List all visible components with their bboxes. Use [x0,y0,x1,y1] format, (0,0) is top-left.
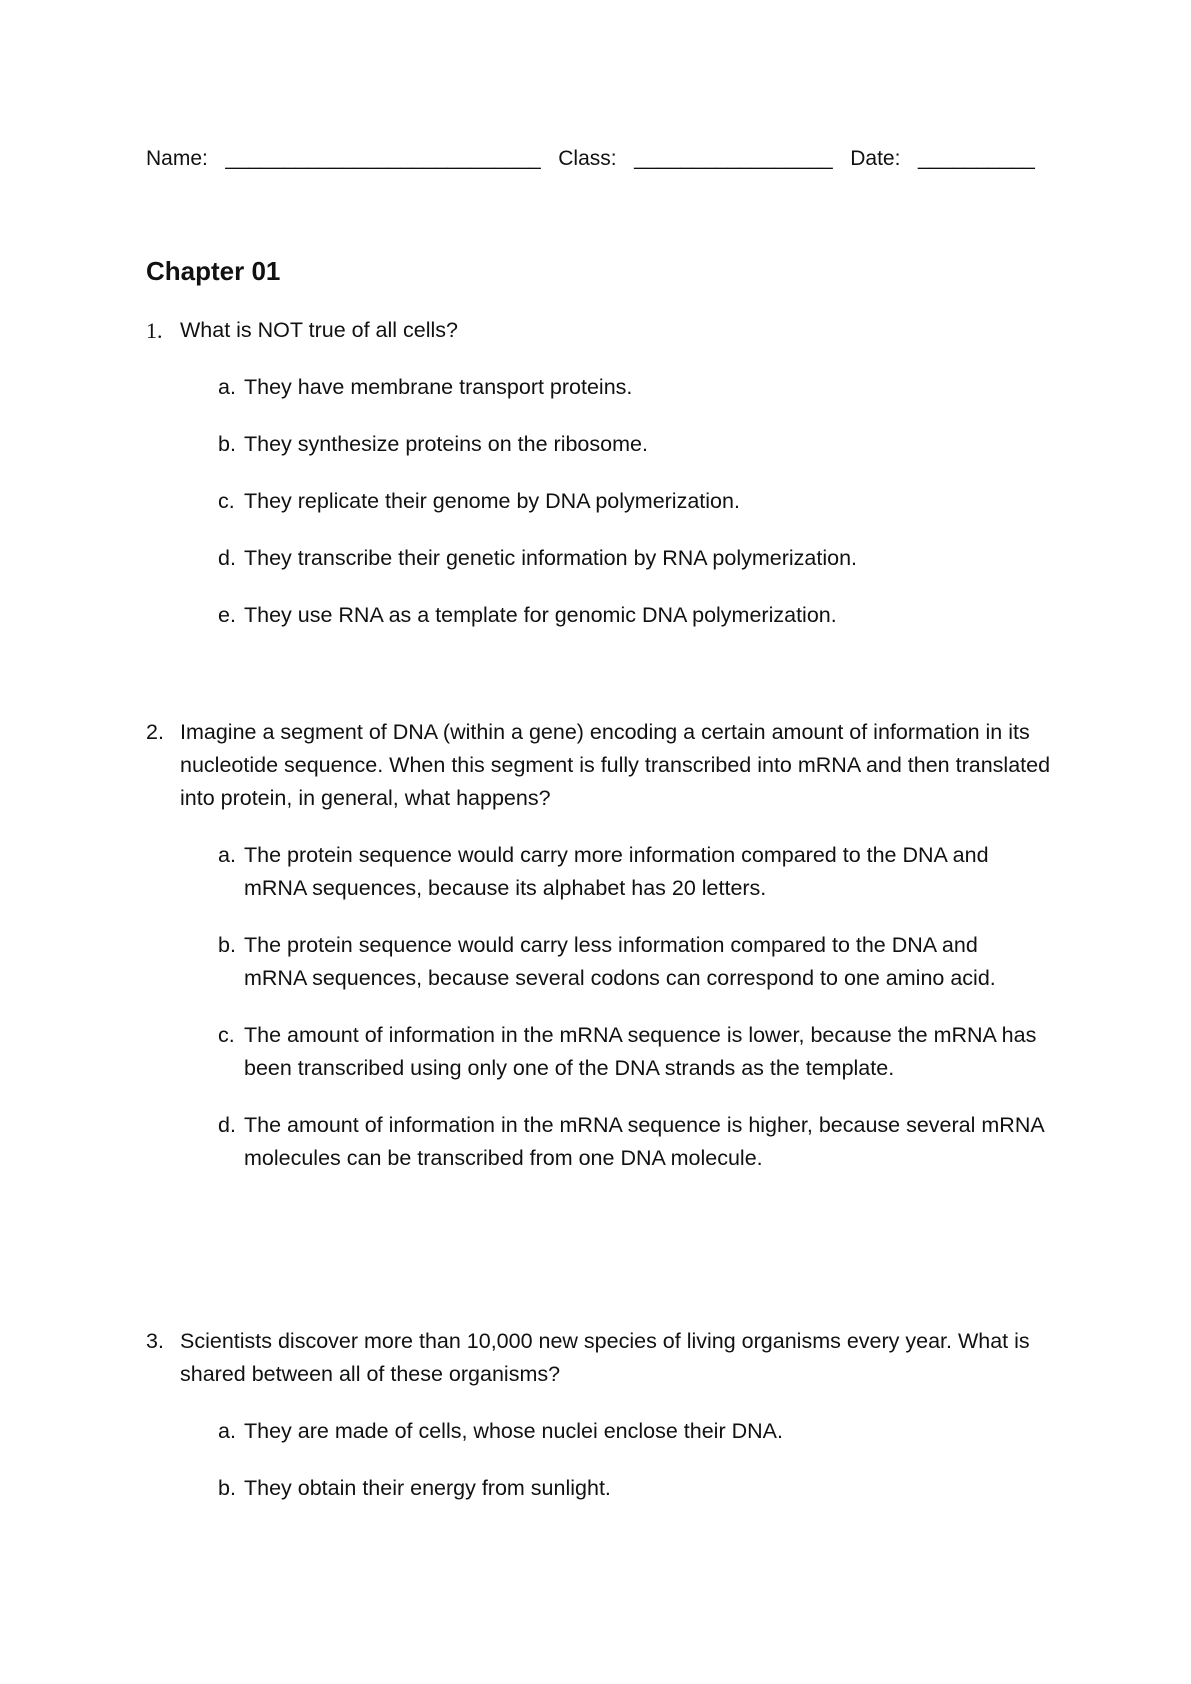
option-text: The protein sequence would carry less information compared to the DNA and mRNA sequences, because several codons can correspond to one amino acid. [244,933,996,990]
student-info-header [146,147,1035,171]
option-text: They have membrane transport proteins. [244,375,633,399]
question-2 [146,716,1066,1199]
option-text: The protein sequence would carry more information compared to the DNA and mRNA sequences, because its alphabet has 20 letters. [244,843,989,900]
option-letter: c. [218,489,235,513]
answer-options [218,839,1066,1175]
answer-options [218,371,1066,632]
chapter-title: Chapter 01 [146,256,281,286]
answer-option [218,1109,1066,1175]
name-label: Name: [146,147,208,170]
answer-option [218,929,1066,995]
question-text: What is NOT true of all cells? [180,318,458,342]
option-text: They obtain their energy from sunlight. [244,1476,611,1500]
question-text: Scientists discover more than 10,000 new species of living organisms every year. What is shared between all of these organisms? [180,1329,1030,1386]
option-text: They are made of cells, whose nuclei enclose their DNA. [244,1419,783,1443]
answer-option [218,428,1066,461]
question-number: 2. [146,720,164,744]
class-label: Class: [558,147,617,170]
answer-option [218,839,1066,905]
date-label: Date: [850,147,901,170]
option-letter: a. [218,1419,236,1443]
option-letter: d. [218,1113,236,1137]
option-letter: b. [218,933,236,957]
date-blank: __________ [917,147,1035,170]
option-text: They replicate their genome by DNA polymerization. [244,489,740,513]
answer-options [218,1415,1066,1505]
option-letter: e. [218,603,236,627]
answer-option [218,485,1066,518]
name-blank: ___________________________ [225,147,541,170]
answer-option [218,1019,1066,1085]
option-text: They synthesize proteins on the ribosome. [244,432,648,456]
option-text: They transcribe their genetic information by RNA polymerization. [244,546,858,570]
answer-option [218,1472,1066,1505]
option-letter: b. [218,432,236,456]
option-text: They use RNA as a template for genomic DNA polymerization. [244,603,837,627]
question-3 [146,1325,1066,1529]
option-letter: a. [218,375,236,399]
class-blank: _________________ [634,147,833,170]
question-number: 3. [146,1329,164,1353]
question-text: Imagine a segment of DNA (within a gene) encoding a certain amount of information in its nucleotide sequence. When this segment is fully transcribed into mRNA and then translated into protein, in general, what happens? [180,720,1051,810]
option-text: The amount of information in the mRNA sequence is higher, because several mRNA molecules can be transcribed from one DNA molecule. [244,1113,1044,1170]
answer-option [218,371,1066,404]
option-text: The amount of information in the mRNA sequence is lower, because the mRNA has been transcribed using only one of the DNA strands as the template. [244,1023,1037,1080]
answer-option [218,542,1066,575]
option-letter: a. [218,843,236,867]
question-1 [146,314,1066,656]
option-letter: c. [218,1023,235,1047]
answer-option [218,1415,1066,1448]
question-number: 1. [146,318,163,343]
option-letter: b. [218,1476,236,1500]
option-letter: d. [218,546,236,570]
answer-option [218,599,1066,632]
